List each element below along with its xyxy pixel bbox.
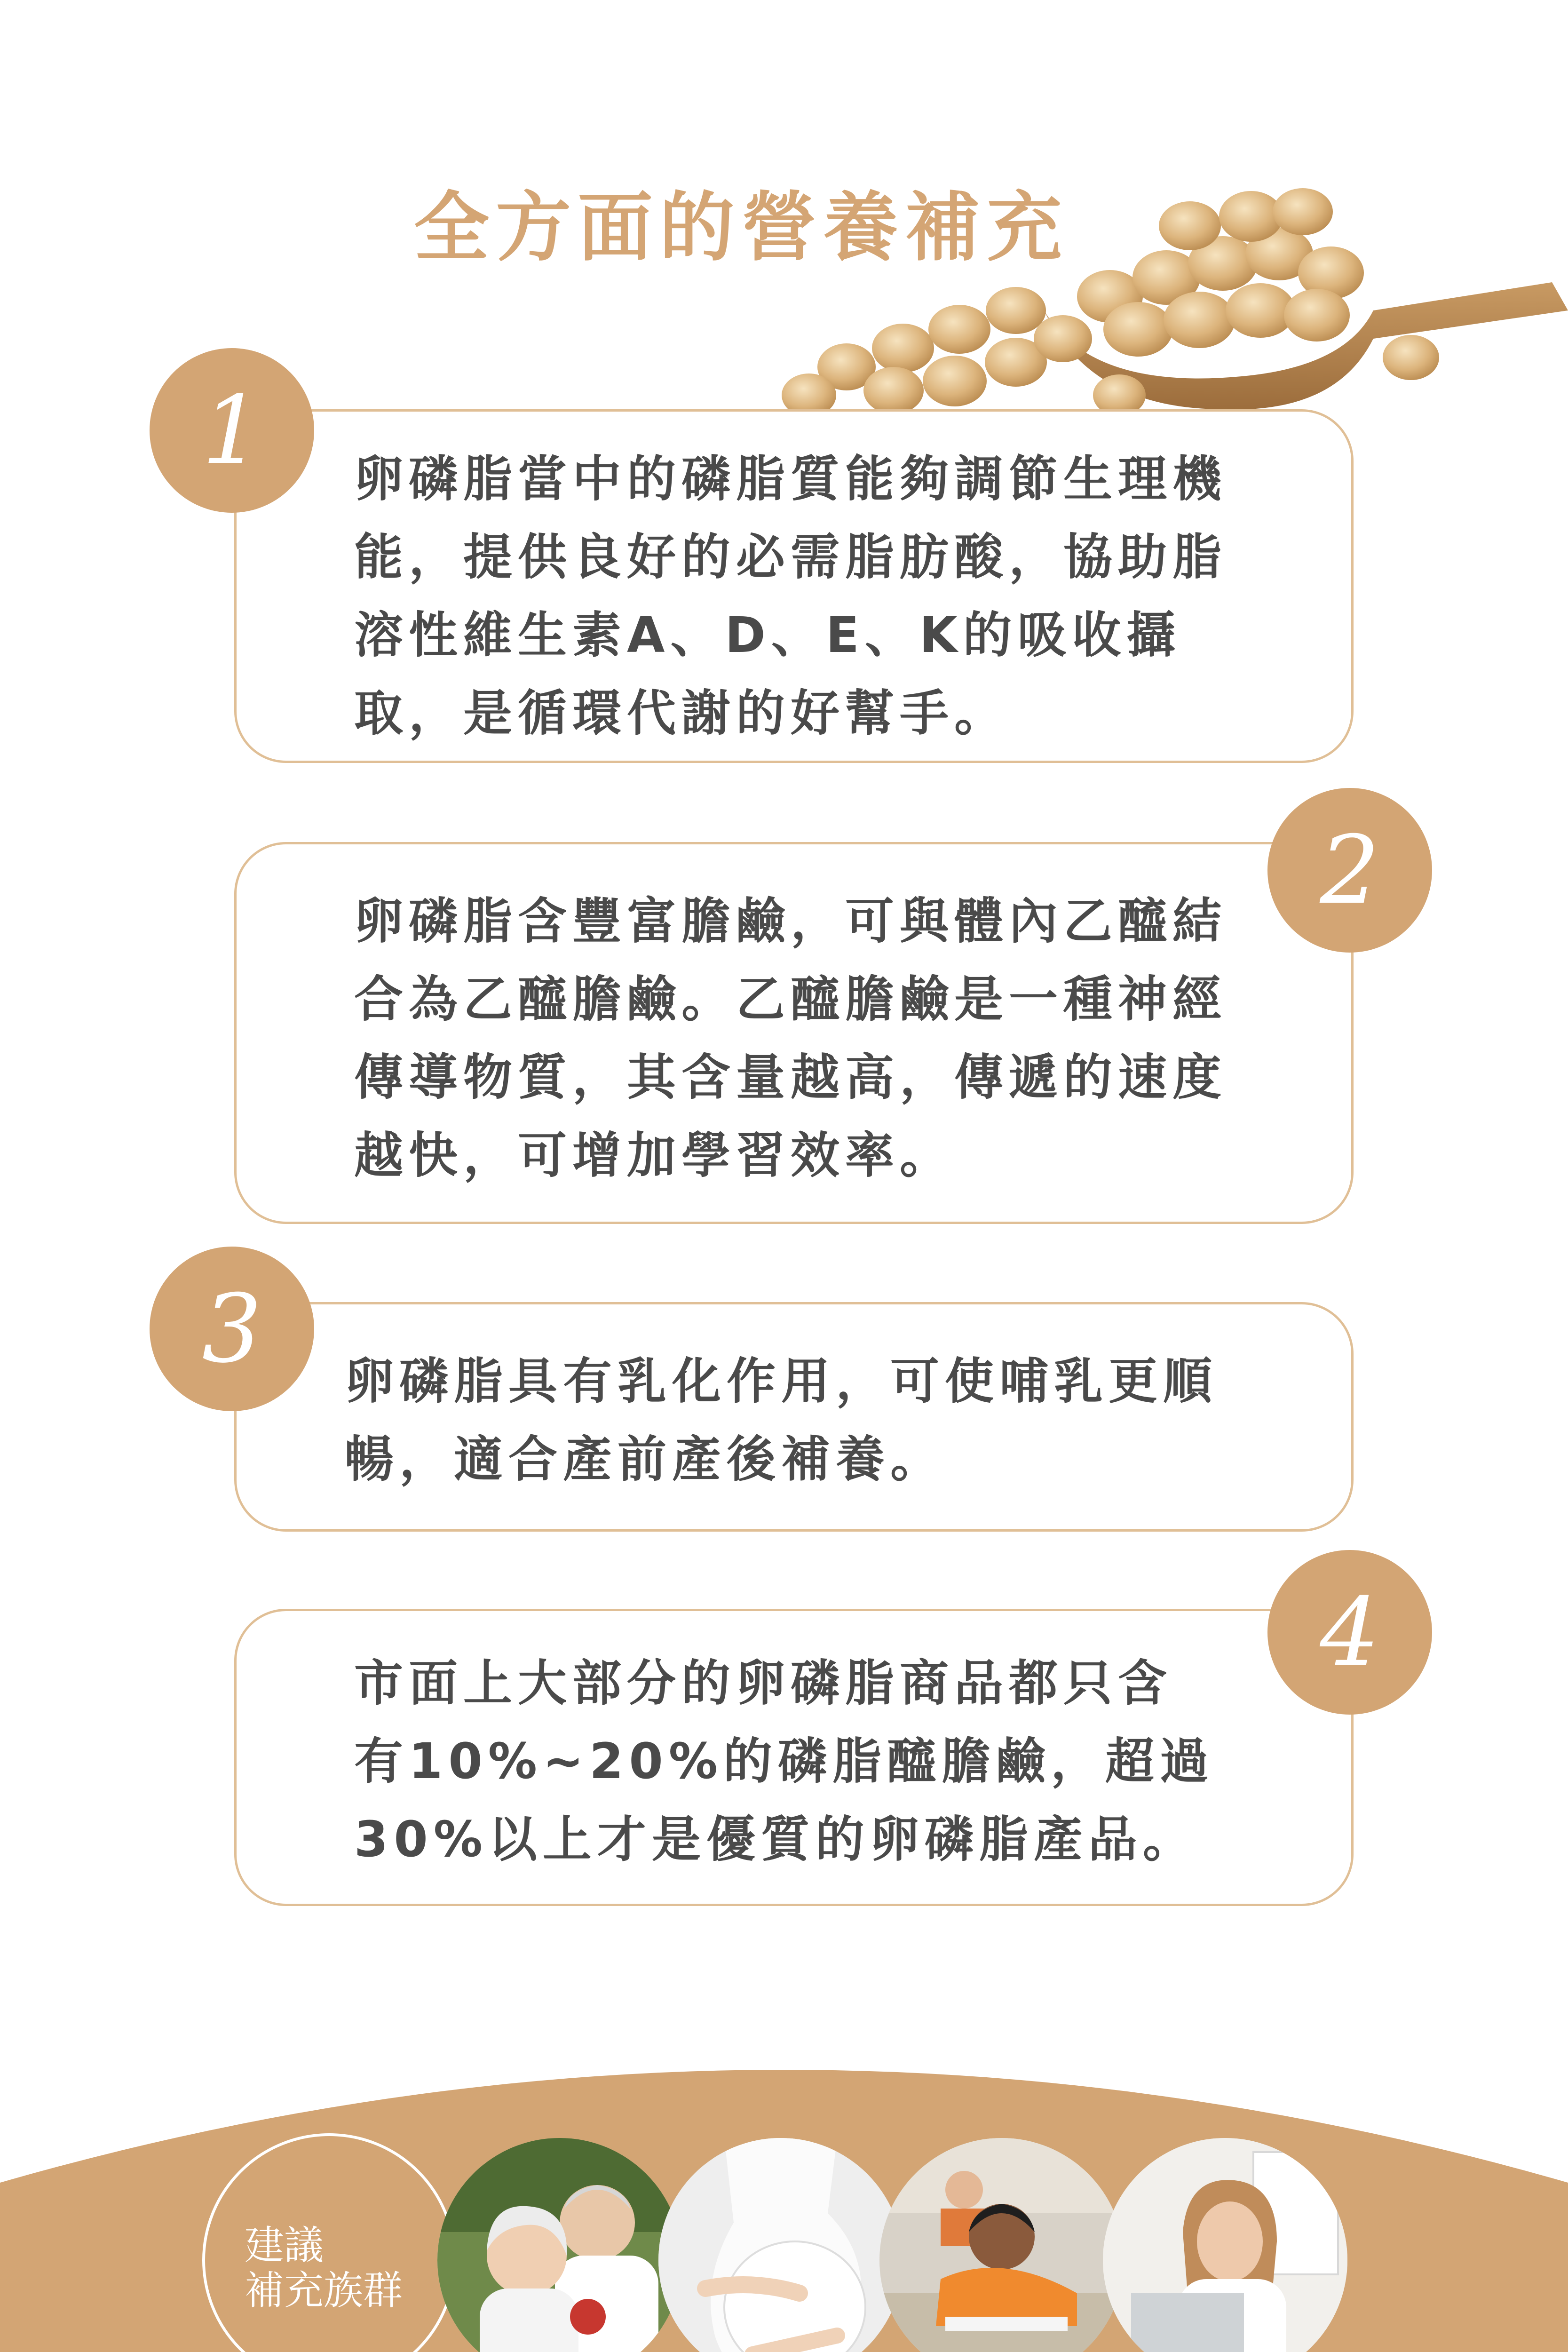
benefit-text-2: 卵磷脂含豐富膽鹼，可與體內乙醯結 合為乙醯膽鹼。乙醯膽鹼是一種神經 傳導物質，其含量越高，傳遞的速度 越快，可增加學習效率。	[354, 892, 1227, 1184]
benefit-card-4	[234, 1609, 1354, 1906]
benefit-text-3: 卵磷脂具有乳化作用，可使哺乳更順 暢，適合產前產後補養。	[345, 1352, 1218, 1488]
number-badge-1: 1	[150, 348, 314, 513]
benefit-text-1: 卵磷脂當中的磷脂質能夠調節生理機 能，提供良好的必需脂肪酸，協助脂 溶性維生素A、D、E、K的吸收攝 取，是循環代謝的好幫手。	[354, 450, 1227, 742]
benefit-card-1	[234, 409, 1354, 763]
number-badge-2: 2	[1267, 788, 1432, 953]
number-badge-3: 3	[150, 1247, 314, 1411]
benefit-card-3	[234, 1302, 1354, 1532]
benefit-text-4: 市面上大部分的卵磷脂商品都只含 有10%~20%的磷脂醯膽鹼，超過 30%以上才是優質的卵磷脂產品。	[354, 1654, 1215, 1868]
recommend-label: 建議 補充族群	[245, 2222, 403, 2313]
number-badge-4: 4	[1267, 1550, 1432, 1715]
benefit-card-2	[234, 842, 1354, 1224]
page-title: 全方面的營養補充	[414, 183, 1069, 271]
